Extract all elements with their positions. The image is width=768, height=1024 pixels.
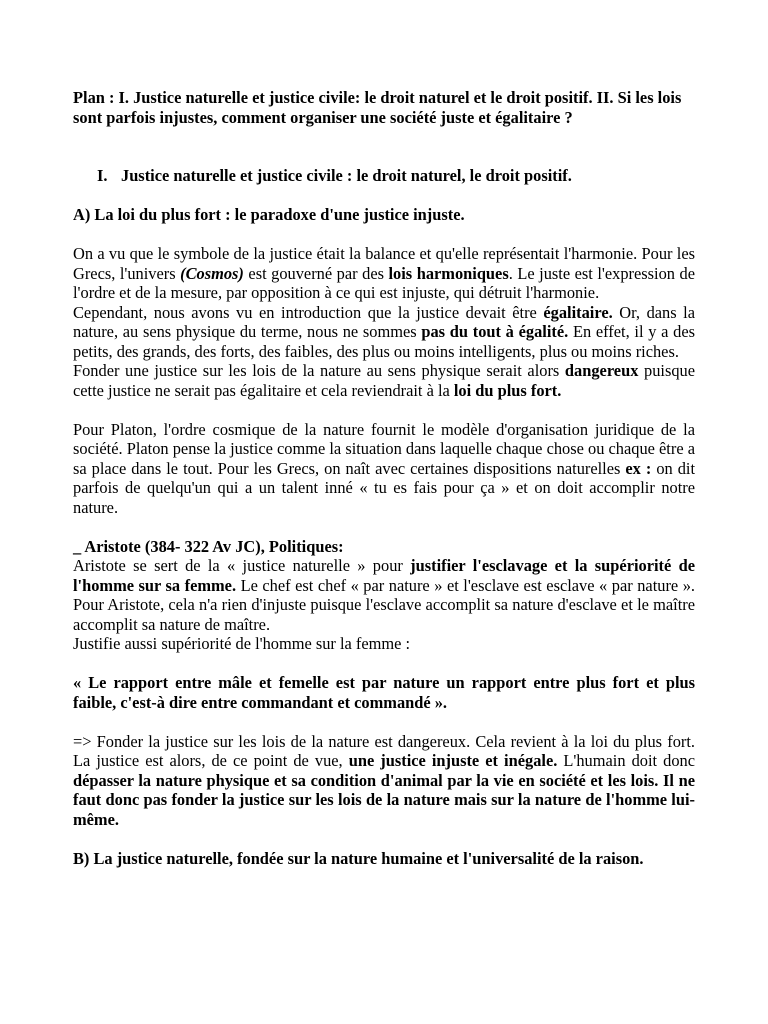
paragraph-aristote: Aristote se sert de la « justice naturelle » pour justifier l'esclavage et la supériorité de l'homme sur sa femme. Le chef est chef « par nature » et l'esclave est esclave « par nature ». Pour Aristote, cela n'a rien d'injuste puisque l'esclave accomplit sa nature d'esclave et le maître accomplit sa nature de maître. <box>73 556 695 634</box>
section-1-number: I. <box>97 166 108 185</box>
subsection-a-heading: A) La loi du plus fort : le paradoxe d'une justice injuste. <box>73 205 465 224</box>
aristote-quote: « Le rapport entre mâle et femelle est par nature un rapport entre plus fort et plus faible, c'est-à dire entre commandant et commandé ». <box>73 673 695 712</box>
paragraph-harmonie: On a vu que le symbole de la justice était la balance et qu'elle représentait l'harmonie. Pour les Grecs, l'univers (Cosmos) est gouverné par des lois harmoniques. Le juste est l'expression de l'ordre et de la mesure, par opposition à ce qui est injuste, qui détruit l'harmonie. <box>73 244 695 302</box>
paragraph-egalitaire: Cependant, nous avons vu en introduction que la justice devait être égalitaire. Or, dans la nature, au sens physique du terme, nous ne sommes pas du tout à égalité. En effet, il y a des petits, des grands, des forts, des faibles, des plus ou moins intelligents, plus ou moins riches. <box>73 302 695 361</box>
lois-harmoniques-term: lois harmoniques <box>388 263 509 283</box>
aristote-line: Justifie aussi supériorité de l'homme sur la femme : <box>73 634 411 653</box>
plan-heading: Plan : I. Justice naturelle et justice civile: le droit naturel et le droit positif. II. Si les lois sont parfois injustes, comment organiser une société juste et égalitaire ? <box>73 88 682 127</box>
section-1-title: Justice naturelle et justice civile : le droit naturel, le droit positif. <box>121 166 572 185</box>
section-1-heading <box>73 166 695 186</box>
cosmos-term: (Cosmos) <box>180 263 244 283</box>
paragraph-platon: Pour Platon, l'ordre cosmique de la nature fournit le modèle d'organisation juridique de la société. Platon pense la justice comme la situation dans laquelle chaque chose ou chaque être a sa place dans le tout. Pour les Grecs, on naît avec certaines dispositions naturelles ex : on dit parfois de quelqu'un qui a un talent inné « tu es fais pour ça » et on doit accomplir notre nature. <box>73 419 696 517</box>
paragraph-conclusion: => Fonder la justice sur les lois de la nature est dangereux. Cela revient à la loi du plus fort. La justice est alors, de ce point de vue, une justice injuste et inégale. L'humain doit donc dépasser la nature physique et sa condition d'animal par la vie en société et les lois. Il ne faut donc pas fonder la justice sur les lois de la nature mais sur la nature de l'homme lui-même. <box>73 731 695 829</box>
subsection-b-heading: B) La justice naturelle, fondée sur la nature humaine et l'universalité de la raison. <box>73 848 644 868</box>
paragraph-dangereux: Fonder une justice sur les lois de la nature au sens physique serait alors dangereux puisque cette justice ne serait pas égalitaire et cela reviendrait à la loi du plus fort. <box>73 361 695 400</box>
aristote-heading: _ Aristote (384- 322 Av JC), Politiques: <box>73 536 344 556</box>
document-page <box>73 88 695 868</box>
